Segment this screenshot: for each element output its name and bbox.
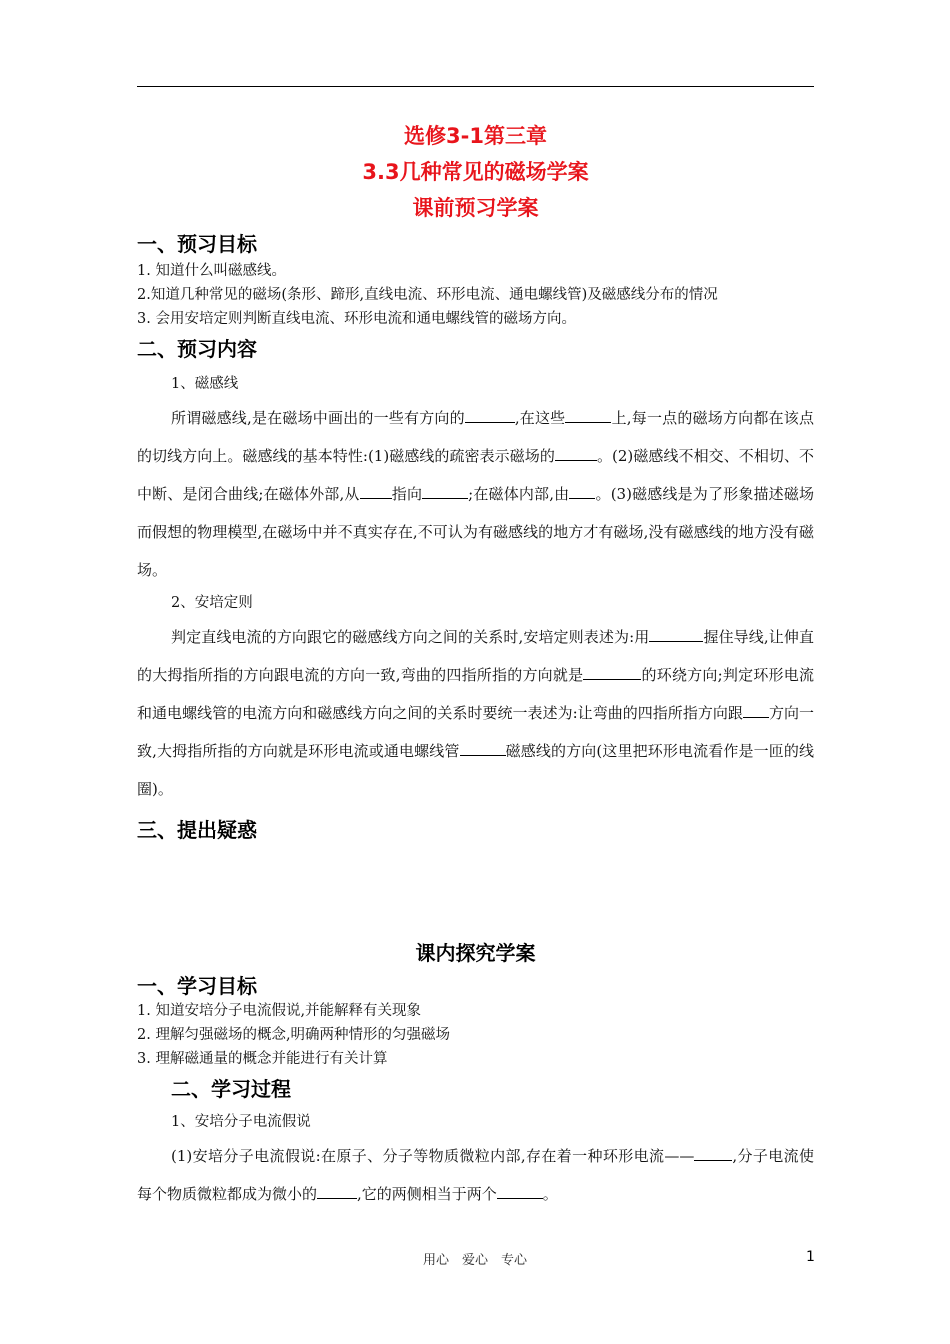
paragraph-magnetic-lines — [137, 399, 814, 589]
preview-goals-heading: 一、预习目标 — [137, 232, 257, 256]
inclass-goal-2: 2. 理解匀强磁场的概念,明确两种情形的匀强磁场 — [137, 1027, 451, 1043]
text: ;在磁体内部,由 — [468, 485, 570, 503]
fill-blank[interactable] — [583, 663, 641, 680]
text: 方向一致,大拇指所指的方向就是环形电流或通电螺线管 — [137, 704, 814, 760]
fill-blank[interactable] — [360, 482, 392, 499]
text: ,分子电流使每个物质微粒都成为微小的 — [137, 1147, 814, 1203]
doubt-heading: 三、提出疑惑 — [137, 818, 257, 842]
title-line-2: 3.3几种常见的磁场学案 — [362, 160, 589, 184]
preview-goal-1: 1. 知道什么叫磁感线。 — [137, 263, 286, 279]
section-ampere-rule: 2、安培定则 — [171, 595, 253, 611]
inclass-goal-3: 3. 理解磁通量的概念并能进行有关计算 — [137, 1051, 388, 1067]
text: 磁感线的方向(这里把环形电流看作是一匝的线圈)。 — [137, 742, 814, 798]
text: 指向 — [391, 485, 423, 503]
inclass-goal-1: 1. 知道安培分子电流假说,并能解释有关现象 — [137, 1003, 422, 1019]
process-heading: 二、学习过程 — [171, 1077, 291, 1101]
fill-blank[interactable] — [694, 1144, 732, 1161]
text: (1)安培分子电流假说:在原子、分子等物质微粒内部,存在着一种环形电流—— — [171, 1147, 695, 1165]
document-body — [137, 118, 814, 1213]
inclass-title: 课内探究学案 — [415, 941, 536, 965]
section-magnetic-lines: 1、磁感线 — [171, 376, 239, 392]
fill-blank[interactable] — [743, 701, 769, 718]
text: 的环绕方向;判定环形电流和通电螺线管的电流方向和磁感线方向之间的关系时要统一表述为:让弯曲的四指所指方向跟 — [137, 666, 814, 722]
page-number: 1 — [806, 1249, 815, 1265]
paragraph-ampere-hypothesis — [137, 1137, 814, 1213]
preview-content-heading: 二、预习内容 — [137, 337, 257, 361]
inclass-goals-heading: 一、学习目标 — [137, 974, 257, 998]
text: 判定直线电流的方向跟它的磁感线方向之间的关系时,安培定则表述为:用 — [171, 628, 650, 646]
fill-blank[interactable] — [497, 1182, 543, 1199]
fill-blank[interactable] — [649, 625, 703, 642]
text: 。 — [542, 1185, 558, 1203]
fill-blank[interactable] — [555, 444, 597, 461]
fill-blank[interactable] — [465, 406, 515, 423]
fill-blank[interactable] — [317, 1182, 357, 1199]
paragraph-ampere-rule — [137, 618, 814, 808]
text: 。(3)磁感线是为了形象描述磁场而假想的物理模型,在磁场中并不真实存在,不可认为有磁感线的地方才有磁场,没有磁感线的地方没有磁场。 — [137, 485, 815, 579]
text: 所谓磁感线,是在磁场中画出的一些有方向的 — [171, 409, 465, 427]
text: 握住导线,让伸直的大拇指所指的方向跟电流的方向一致,弯曲的四指所指的方向就是 — [137, 628, 814, 684]
text: ,在这些 — [514, 409, 566, 427]
fill-blank[interactable] — [565, 406, 611, 423]
fill-blank[interactable] — [422, 482, 468, 499]
fill-blank[interactable] — [460, 739, 506, 756]
footer-motto: 用心 爱心 专心 — [422, 1253, 527, 1268]
text: 上,每一点的磁场方向都在该点的切线方向上。磁感线的基本特性:(1)磁感线的疏密表示磁场的 — [137, 409, 814, 465]
header-rule — [137, 86, 814, 87]
fill-blank[interactable] — [569, 482, 595, 499]
preview-goal-3: 3. 会用安培定则判断直线电流、环形电流和通电螺线管的磁场方向。 — [137, 311, 576, 327]
section-ampere-hypothesis: 1、安培分子电流假说 — [171, 1114, 311, 1130]
text: ,它的两侧相当于两个 — [357, 1185, 497, 1203]
title-line-3: 课前预习学案 — [412, 196, 539, 220]
text: 。(2)磁感线不相交、不相切、不中断、是闭合曲线;在磁体外部,从 — [137, 447, 815, 503]
title-line-1: 选修3-1第三章 — [404, 124, 547, 148]
preview-goal-2: 2.知道几种常见的磁场(条形、蹄形,直线电流、环形电流、通电螺线管)及磁感线分布的情况 — [137, 287, 718, 303]
